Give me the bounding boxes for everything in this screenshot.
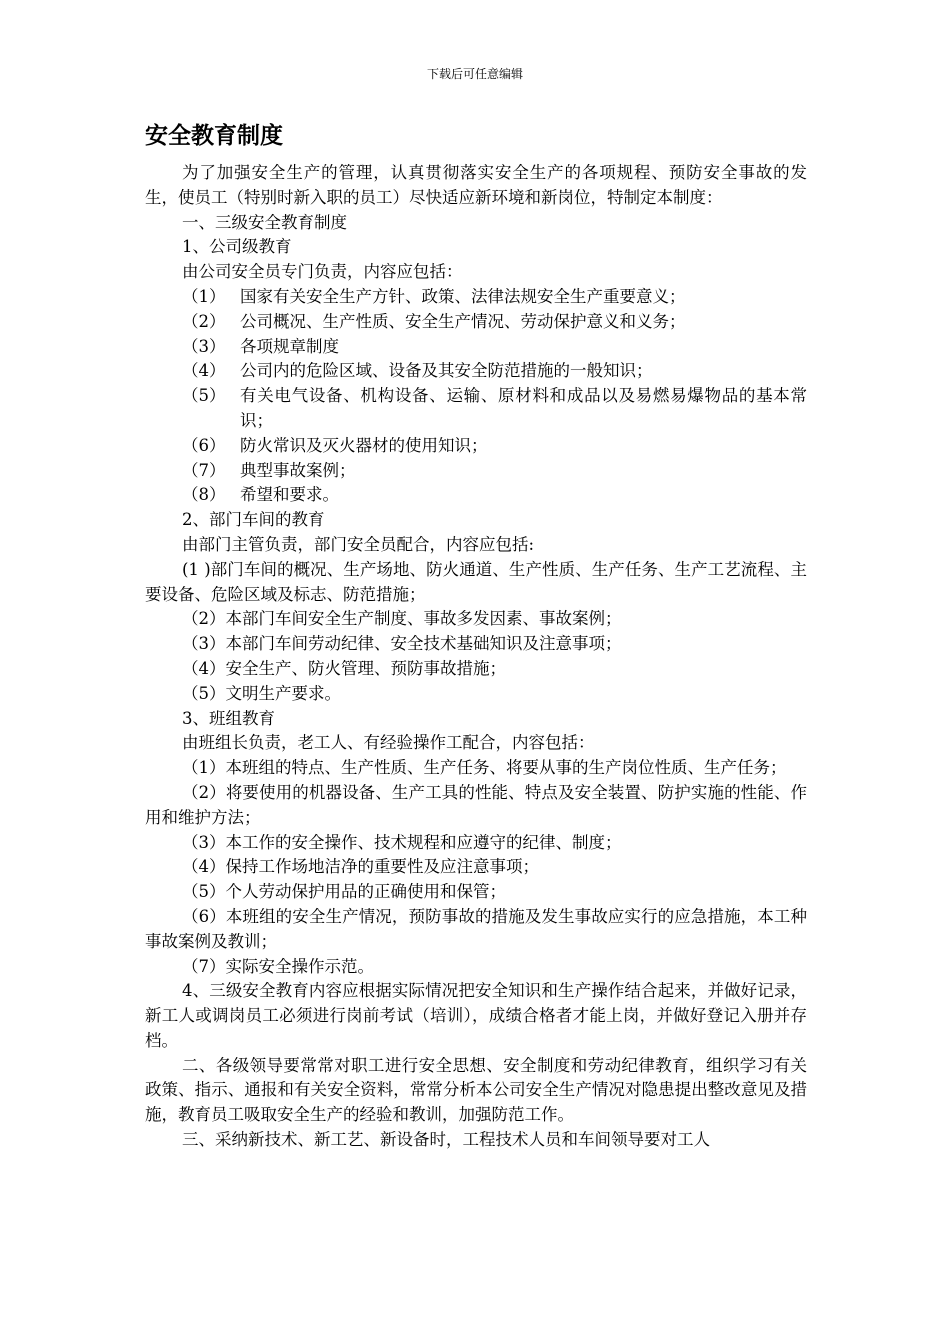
item-text: 国家有关安全生产方针、政策、法律法规安全生产重要意义； [240,286,686,306]
department-item: (1 )部门车间的概况、生产场地、防火通道、生产性质、生产任务、生产工艺流程、主要设备、危险区域及标志、防范措施； [145,559,807,604]
company-item [145,459,807,484]
company-item [145,285,807,310]
section1-heading: 一、三级安全教育制度 [182,212,347,232]
item-number: （5） [182,386,226,406]
department-education-lead: 由部门主管负责，部门安全员配合，内容应包括: [182,534,535,554]
intro-paragraph: 为了加强安全生产的管理，认真贯彻落实安全生产的各项规程、预防安全事故的发生，使员工（特别时新入职的员工）尽快适应新环境和新岗位，特制定本制度： [145,163,807,207]
team-education-lead: 由班组长负责，老工人、有经验操作工配合，内容包括： [182,733,595,753]
item-text: 公司内的危险区域、设备及其安全防范措施的一般知识； [240,361,653,381]
item-number: （7） [182,460,226,480]
company-education-heading: 1、公司级教育 [182,237,292,257]
team-item: （2）将要使用的机器设备、生产工具的性能、特点及安全装置、防护实施的性能、作用和维护方法； [145,782,807,827]
item-number: （1） [182,286,226,306]
department-item: （4）安全生产、防火管理、预防事故措施； [182,658,506,678]
item-number: （4） [182,361,226,381]
team-item: （7）实际安全操作示范。 [182,956,374,976]
header-note: 下载后可任意编辑 [426,67,523,81]
item-number: （6） [182,435,226,455]
company-item [145,359,807,384]
company-education-lead: 由公司安全员专门负责，内容应包括： [182,262,463,282]
department-item: （5）文明生产要求。 [182,683,341,703]
company-item [145,434,807,459]
company-item [145,483,807,508]
document-title: 安全教育制度 [145,123,283,149]
item-text: 公司概况、生产性质、安全生产情况、劳动保护意义和义务； [240,311,686,331]
department-item: （2）本部门车间安全生产制度、事故多发因素、事故案例； [182,609,622,629]
team-item: （3）本工作的安全操作、技术规程和应遵守的纪律、制度； [182,832,622,852]
item-text: 典型事故案例； [240,460,356,480]
item-number: （3） [182,336,226,356]
item-text: 防火常识及灭火器材的使用知识； [240,435,488,455]
item-number: （2） [182,311,226,331]
department-education-heading: 2、部门车间的教育 [182,510,325,530]
item-text: 各项规章制度 [240,336,339,356]
records-paragraph: 4、三级安全教育内容应根据实际情况把安全知识和生产操作结合起来，并做好记录，新工人或调岗员工必须进行岗前考试（培训），成绩合格者才能上岗，并做好登记入册并存档。 [145,981,807,1050]
item-number: （8） [182,485,226,505]
item-text: 希望和要求。 [240,485,339,505]
team-item: （4）保持工作场地洁净的重要性及应注意事项； [182,857,539,877]
department-item: （3）本部门车间劳动纪律、安全技术基础知识及注意事项； [182,634,622,654]
section2-paragraph: 二、各级领导要常常对职工进行安全思想、安全制度和劳动纪律教育，组织学习有关政策、指示、通报和有关安全资料，常常分析本公司安全生产情况对隐患提出整改意见及措施，教育员工吸取安全生产的经验和教训，加强防范工作。 [145,1055,807,1125]
team-item: （1）本班组的特点、生产性质、生产任务、将要从事的生产岗位性质、生产任务； [182,758,787,778]
company-item [145,384,807,434]
section3-paragraph: 三、采纳新技术、新工艺、新设备时，工程技术人员和车间领导要对工人 [182,1130,710,1150]
company-item [145,335,807,360]
document-body [145,161,807,1153]
team-item: （5）个人劳动保护用品的正确使用和保管； [182,882,506,902]
company-item [145,310,807,335]
team-education-heading: 3、班组教育 [182,708,275,728]
item-text: 有关电气设备、机构设备、运输、原材料和成品以及易燃易爆物品的基本常识； [240,386,807,430]
team-item: （6）本班组的安全生产情况，预防事故的措施及发生事故应实行的应急措施，本工种事故案例及教训； [145,906,807,951]
